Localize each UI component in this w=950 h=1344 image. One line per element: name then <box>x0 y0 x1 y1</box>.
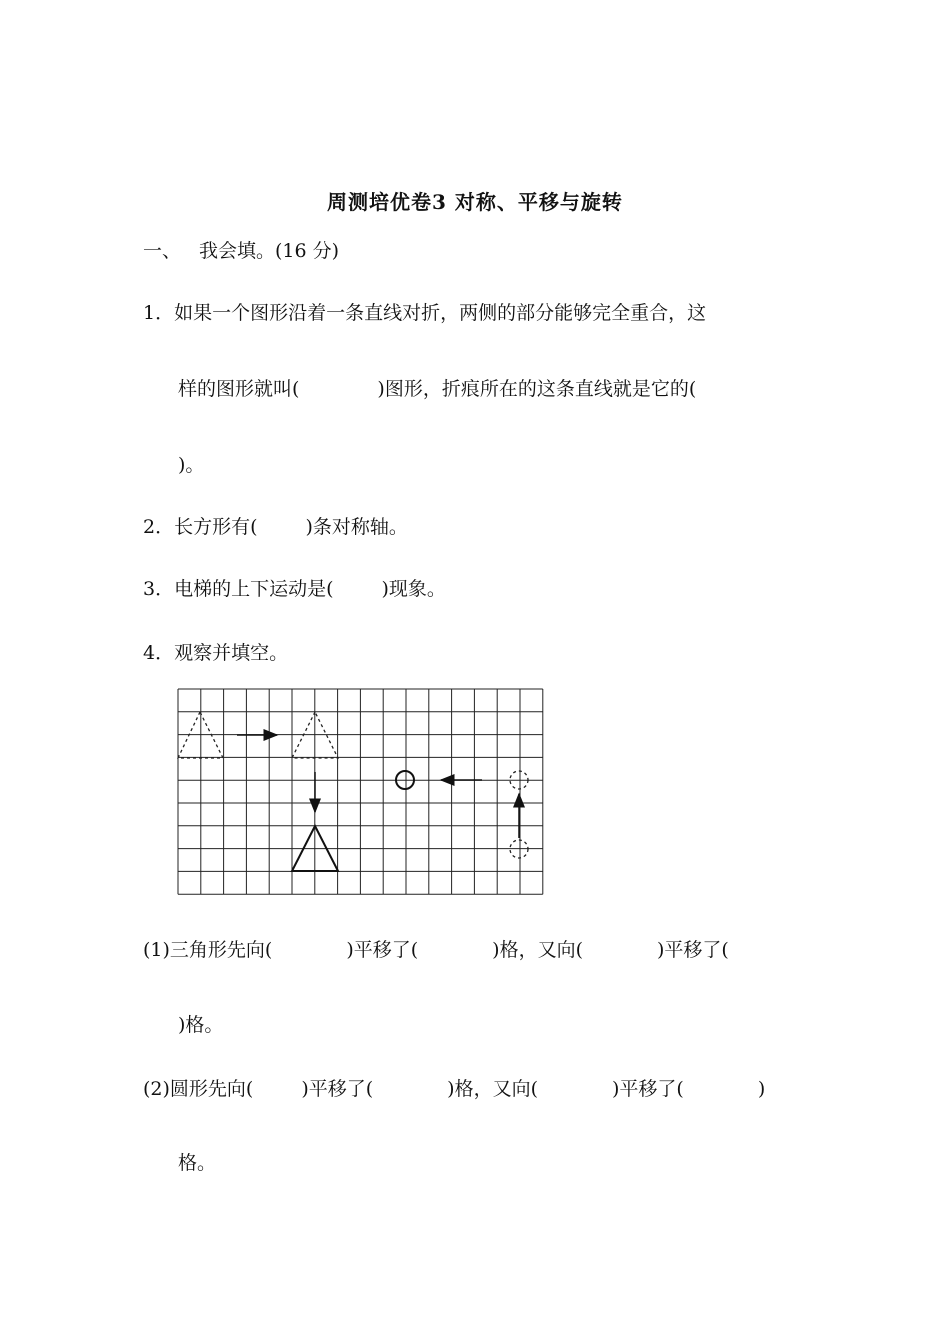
question-4-number: 4． <box>143 642 175 664</box>
section-text: 我会填。(16 分) <box>199 240 340 262</box>
section-heading-1 <box>143 238 339 264</box>
question-1-line-3 <box>178 452 204 478</box>
sub-question-1-line-2 <box>178 1012 223 1038</box>
question-3-number: 3． <box>143 578 175 600</box>
sub-question-1-text-d: )平移了( <box>656 939 729 961</box>
sub-question-1-line-1 <box>143 937 729 963</box>
sub-question-2-text-d: )平移了( <box>611 1078 684 1100</box>
question-1-line-1 <box>143 300 706 326</box>
question-4 <box>143 640 288 666</box>
question-1-text-c: )。 <box>178 454 205 476</box>
question-2 <box>143 514 408 540</box>
question-1-number: 1． <box>143 302 175 324</box>
question-2-number: 2． <box>143 516 175 538</box>
question-1-text-a: 样的图形就叫( <box>178 378 300 400</box>
sub-question-1-text-e: )格。 <box>178 1014 224 1036</box>
question-3 <box>143 576 446 602</box>
sub-question-2-text-c: )格，又向( <box>447 1078 538 1100</box>
sub-question-2-text-f: 格。 <box>178 1152 217 1174</box>
section-number: 一、 <box>143 240 182 262</box>
question-2-text-b: )条对称轴。 <box>305 516 408 538</box>
question-3-text-a: 电梯的上下运动是( <box>174 578 334 600</box>
sub-question-1-text-c: )格，又向( <box>492 939 583 961</box>
translation-grid-figure <box>177 688 545 898</box>
question-1-text-b: )图形，折痕所在的这条直线就是它的( <box>377 378 697 400</box>
grid-lines <box>178 689 543 894</box>
sub-question-2-text-b: )平移了( <box>301 1078 374 1100</box>
sub-question-2-line-1 <box>143 1076 765 1102</box>
question-3-text-b: )现象。 <box>381 578 446 600</box>
question-1-text: 如果一个图形沿着一条直线对折，两侧的部分能够完全重合，这 <box>174 302 707 324</box>
sub-question-2-line-2 <box>178 1150 216 1176</box>
sub-question-1-text-b: )平移了( <box>346 939 419 961</box>
sub-question-1-text-a: (1)三角形先向( <box>143 939 273 961</box>
sub-question-2-text-a: (2)圆形先向( <box>143 1078 254 1100</box>
question-2-text-a: 长方形有( <box>174 516 258 538</box>
page-title: 周测培优卷3 对称、平移与旋转 <box>327 190 623 214</box>
question-4-text: 观察并填空。 <box>174 642 289 664</box>
question-1-line-2 <box>178 376 696 402</box>
sub-question-2-text-e: ) <box>757 1078 766 1100</box>
